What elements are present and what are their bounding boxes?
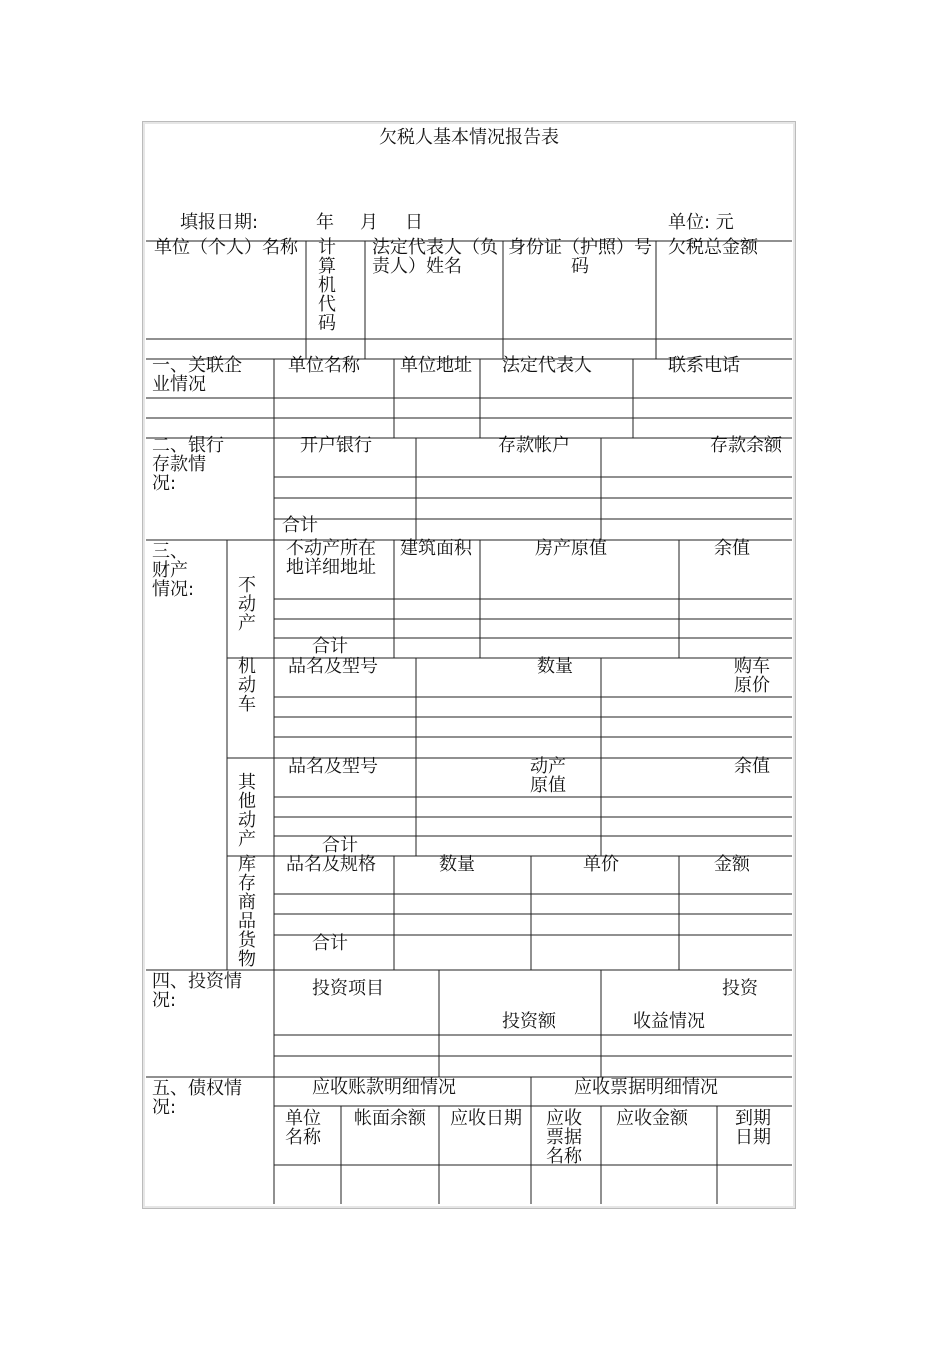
inventory-col-name: 品名及规格 bbox=[286, 854, 376, 875]
section2-col-account: 存款帐户 bbox=[498, 435, 570, 456]
inventory-label: 库存商品货物 bbox=[238, 854, 256, 970]
section5-col-amount: 应收金额 bbox=[616, 1108, 688, 1129]
section1-col-legal-rep: 法定代表人 bbox=[502, 355, 592, 376]
section5-group-notes: 应收票据明细情况 bbox=[574, 1077, 718, 1098]
section2-total: 合计 bbox=[282, 515, 318, 536]
section5-col-unit-name: 单位名称 bbox=[285, 1108, 321, 1148]
section5-title: 五、债权情况: bbox=[152, 1078, 242, 1118]
vehicles-col-qty: 数量 bbox=[537, 656, 573, 677]
section4-col-amount: 投资额 bbox=[502, 1011, 556, 1032]
other-movables-label: 其他动产 bbox=[238, 772, 256, 850]
section1-col-phone: 联系电话 bbox=[668, 355, 740, 376]
other-movables-col-name: 品名及型号 bbox=[288, 756, 378, 777]
report-date-label: 填报日期: bbox=[180, 212, 259, 233]
section5-col-maturity: 到期日期 bbox=[735, 1108, 771, 1148]
section5-col-note-name: 应收票据名称 bbox=[546, 1108, 582, 1167]
form-title: 欠税人基本情况报告表 bbox=[379, 127, 559, 148]
section2-col-bank: 开户银行 bbox=[300, 435, 372, 456]
inventory-total: 合计 bbox=[312, 933, 348, 954]
section1-title: 一、关联企业情况 bbox=[152, 355, 242, 395]
report-date-day: 日 bbox=[405, 212, 423, 233]
inventory-col-unit-price: 单价 bbox=[583, 854, 619, 875]
real-estate-total: 合计 bbox=[312, 636, 348, 657]
vehicles-col-price: 购车原价 bbox=[734, 656, 770, 696]
report-date-month: 月 bbox=[360, 212, 378, 233]
header-total-tax: 欠税总金额 bbox=[668, 237, 758, 258]
section4-col-income: 收益情况 bbox=[633, 1011, 705, 1032]
vehicles-label: 机动车 bbox=[238, 656, 256, 715]
section1-col-address: 单位地址 bbox=[400, 355, 472, 376]
real-estate-col-orig-value: 房产原值 bbox=[535, 538, 607, 559]
header-id-number: 身份证（护照）号码 bbox=[508, 237, 652, 277]
section5-col-book-balance: 帐面余额 bbox=[354, 1108, 426, 1129]
section3-title: 三、财产情况: bbox=[152, 541, 195, 600]
real-estate-col-area: 建筑面积 bbox=[400, 538, 472, 559]
other-movables-col-orig-value: 动产原值 bbox=[530, 756, 566, 796]
section5-col-due-date: 应收日期 bbox=[450, 1108, 522, 1129]
inventory-col-amount: 金额 bbox=[714, 854, 750, 875]
unit-label: 单位: 元 bbox=[668, 212, 734, 233]
real-estate-col-residual: 余值 bbox=[714, 538, 750, 559]
section2-col-balance: 存款余额 bbox=[710, 435, 782, 456]
header-legal-rep: 法定代表人（负责人）姓名 bbox=[372, 237, 498, 277]
real-estate-label: 不动产 bbox=[238, 575, 256, 634]
section2-title: 二、银行存款情况: bbox=[152, 435, 224, 494]
other-movables-col-residual: 余值 bbox=[734, 756, 770, 777]
section4-col-project: 投资项目 bbox=[312, 978, 384, 999]
header-computer-code: 计算机代码 bbox=[318, 237, 336, 334]
header-name: 单位（个人）名称 bbox=[154, 237, 298, 258]
section4-title: 四、投资情况: bbox=[152, 971, 242, 1011]
section5-group-receivables: 应收账款明细情况 bbox=[312, 1077, 456, 1098]
inventory-col-qty: 数量 bbox=[439, 854, 475, 875]
section1-col-name: 单位名称 bbox=[288, 355, 360, 376]
other-movables-total: 合计 bbox=[322, 835, 358, 856]
vehicles-col-name: 品名及型号 bbox=[288, 656, 378, 677]
report-date-year: 年 bbox=[316, 212, 334, 233]
real-estate-col-address: 不动产所在地详细地址 bbox=[286, 538, 376, 578]
section4-col-invest: 投资 bbox=[722, 978, 758, 999]
